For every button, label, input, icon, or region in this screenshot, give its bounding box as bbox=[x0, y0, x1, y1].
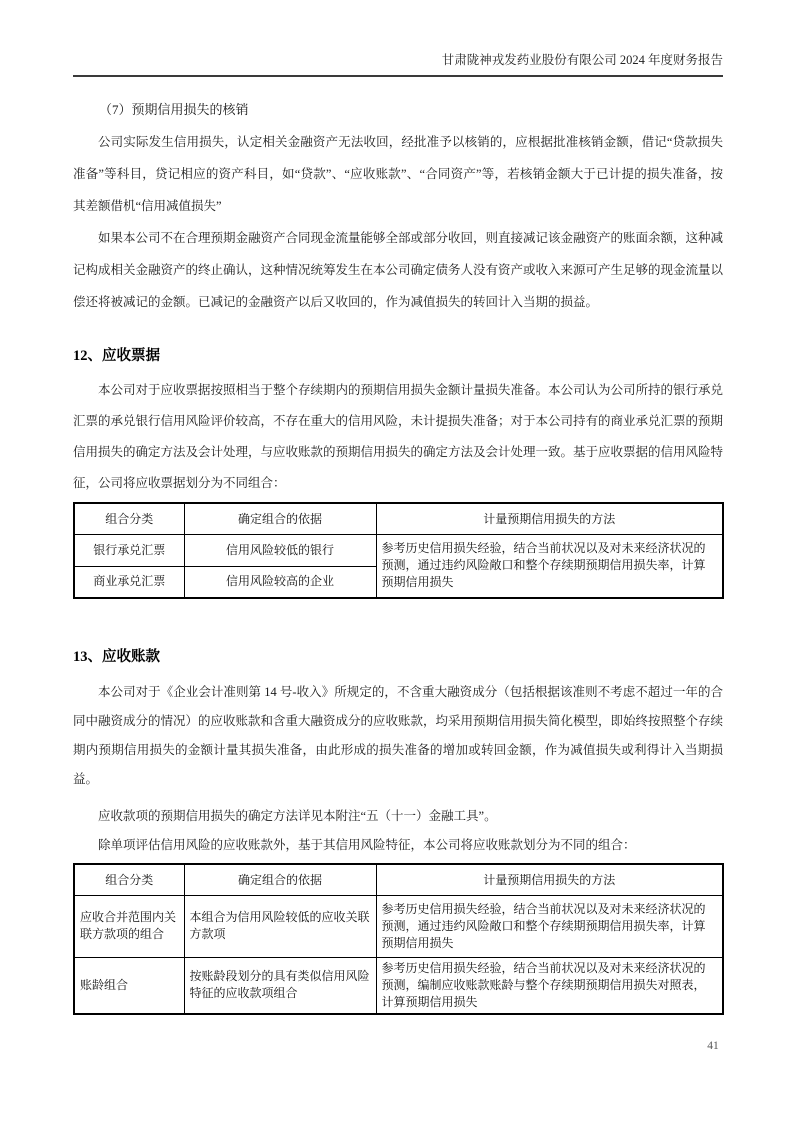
column-header-portfolio-basis: 确定组合的依据 bbox=[184, 503, 376, 534]
table-row bbox=[74, 534, 723, 566]
cell-portfolio-class: 商业承兑汇票 bbox=[74, 566, 184, 598]
document-body bbox=[73, 101, 723, 1015]
column-header-portfolio-class: 组合分类 bbox=[74, 503, 184, 534]
column-header-ecl-method: 计量预期信用损失的方法 bbox=[376, 864, 723, 895]
cell-portfolio-class: 账龄组合 bbox=[74, 957, 184, 1014]
section13-paragraph-3: 除单项评估信用风险的应收账款外，基于其信用风险特征，本公司将应收账款划分为不同的组合： bbox=[98, 838, 636, 852]
page-header bbox=[73, 0, 723, 77]
cell-ecl-method: 参考历史信用损失经验，结合当前状况以及对未来经济状况的预测，编制应收账款账龄与整个存续期预期信用损失对照表，计算预期信用损失 bbox=[376, 957, 723, 1014]
cell-ecl-method-merged: 参考历史信用损失经验，结合当前状况以及对未来经济状况的预测，通过违约风险敞口和整个存续期预期信用损失率，计算预期信用损失 bbox=[376, 534, 723, 598]
section13-paragraph-1: 本公司对于《企业会计准则第 14 号-收入》所规定的，不含重大融资成分（包括根据该准则不考虑不超过一年的合同中融资成分的情况）的应收账款和含重大融资成分的应收账款，均采用预期信用损失简化模型，即始终按照整个存续期内预期信用损失的金额计量其损失准备，由此形成的损失准备的增加或转回金额，作为减值损失或利得计入当期损益。 bbox=[73, 685, 724, 786]
table-header-row bbox=[74, 864, 723, 895]
section12-paragraph-1: 本公司对于应收票据按照相当于整个存续期内的预期信用损失金额计量损失准备。本公司认为公司所持的银行承兑汇票的承兑银行信用风险评价较高，不存在重大的信用风险，未计提损失准备；对于本公司持有的商业承兑汇票的预期信用损失的确定方法及会计处理，与应收账款的预期信用损失的确定方法及会计处理一致。基于应收票据的信用风险特征，公司将应收票据划分为不同组合： bbox=[73, 383, 724, 490]
table-header-row bbox=[74, 503, 723, 534]
cell-portfolio-basis: 按账龄段划分的具有类似信用风险特征的应收款项组合 bbox=[184, 957, 376, 1014]
cell-portfolio-class: 银行承兑汇票 bbox=[74, 534, 184, 566]
section12-heading: 12、应收票据 bbox=[73, 348, 160, 364]
report-title-header: 甘肃陇神戎发药业股份有限公司 2024 年度财务报告 bbox=[441, 53, 723, 67]
cell-portfolio-basis: 信用风险较高的企业 bbox=[184, 566, 376, 598]
page-number: 41 bbox=[707, 1040, 719, 1052]
column-header-portfolio-class: 组合分类 bbox=[74, 864, 184, 895]
section7-paragraph-1: 公司实际发生信用损失，认定相关金融资产无法收回，经批准予以核销的，应根据批准核销金额，借记“贷款损失准备”等科目，贷记相应的资产科目，如“贷款”、“应收账款”、“合同资产”等，若核销金额大于已计提的损失准备，按其差额借机“信用减值损失” bbox=[73, 135, 723, 213]
section7-paragraph-2: 如果本公司不在合理预期金融资产合同现金流量能够全部或部分收回，则直接减记该金融资产的账面余额，这种减记构成相关金融资产的终止确认，这种情况统筹发生在本公司确定债务人没有资产或收入来源可产生足够的现金流量以偿还将被减记的金额。已减记的金融资产以后又收回的，作为减值损失的转回计入当期的损益。 bbox=[73, 231, 724, 309]
section13-paragraph-2: 应收款项的预期信用损失的确定方法详见本附注“五（十一）金融工具”。 bbox=[98, 809, 497, 823]
header-divider-line bbox=[73, 75, 723, 77]
table-row bbox=[74, 895, 723, 957]
column-header-ecl-method: 计量预期信用损失的方法 bbox=[376, 503, 723, 534]
notes-receivable-portfolio-table bbox=[73, 502, 724, 599]
accounts-receivable-portfolio-table bbox=[73, 863, 724, 1015]
cell-portfolio-basis: 本组合为信用风险较低的应收关联方款项 bbox=[184, 895, 376, 957]
table-row bbox=[74, 957, 723, 1014]
section13-heading: 13、应收账款 bbox=[73, 649, 160, 665]
cell-ecl-method: 参考历史信用损失经验，结合当前状况以及对未来经济状况的预测，通过违约风险敞口和整个存续期预期信用损失率，计算预期信用损失 bbox=[376, 895, 723, 957]
cell-portfolio-basis: 信用风险较低的银行 bbox=[184, 534, 376, 566]
section7-heading: （7）预期信用损失的核销 bbox=[99, 102, 249, 117]
cell-portfolio-class: 应收合并范围内关联方款项的组合 bbox=[74, 895, 184, 957]
column-header-portfolio-basis: 确定组合的依据 bbox=[184, 864, 376, 895]
